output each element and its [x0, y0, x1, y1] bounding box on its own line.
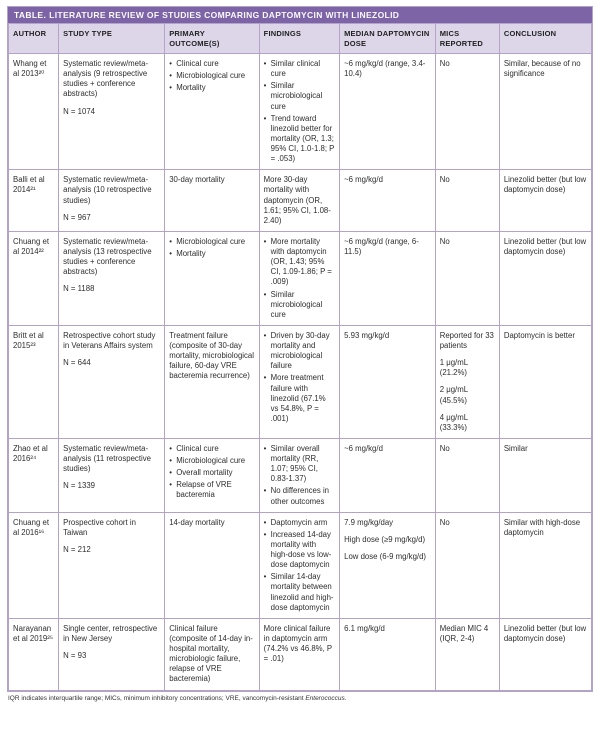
bullet-text: Clinical cure — [176, 59, 219, 69]
cell-paragraph: ~6 mg/kg/d (range, 6-11.5) — [344, 236, 419, 257]
column-header-conclusion: CONCLUSION — [499, 24, 591, 54]
cell-paragraph: High dose (≥9 mg/kg/d) — [344, 534, 426, 544]
cell-paragraph: 14-day mortality — [169, 517, 225, 527]
bullet-text: Microbiological cure — [176, 236, 246, 246]
cell-study_type — [59, 438, 165, 512]
cell-primary_outcomes — [165, 170, 259, 232]
cell-paragraph: Similar, because of no significance — [503, 59, 581, 79]
column-header-median_dose: MEDIAN DAPTOMYCIN DOSE — [340, 24, 436, 54]
cell-author — [9, 618, 59, 690]
table-body — [9, 54, 592, 691]
cell-author — [9, 512, 59, 618]
table-row — [9, 618, 592, 690]
footnote-italic-term: Enterococcus — [305, 694, 345, 702]
cell-paragraph: More 30-day mortality with daptomycin (OR, 1.61; 95% CI, 1.08-2.40) — [263, 175, 331, 225]
bullet-icon: • — [169, 249, 172, 259]
table-row — [9, 170, 592, 232]
table-title-bar — [8, 7, 592, 23]
table-row — [9, 512, 592, 618]
cell-paragraph: No — [439, 517, 450, 527]
cell-conclusion — [499, 54, 591, 170]
cell-paragraph: N = 967 — [63, 212, 91, 222]
cell-paragraph: 7.9 mg/kg/day — [344, 517, 394, 527]
bullet-icon: • — [169, 59, 172, 69]
cell-paragraph: Narayanan et al 2019²⁵ — [13, 623, 54, 643]
bullet-icon: • — [263, 529, 267, 539]
cell-mics_reported — [435, 54, 499, 170]
cell-study_type — [59, 54, 165, 170]
cell-paragraph: N = 644 — [63, 358, 91, 368]
cell-primary_outcomes — [165, 54, 259, 170]
data-table — [8, 23, 592, 690]
cell-paragraph: Similar with high-dose daptomycin — [503, 517, 581, 537]
cell-primary_outcomes — [165, 325, 259, 438]
cell-mics_reported — [435, 231, 499, 325]
cell-findings — [259, 231, 339, 325]
cell-paragraph: Daptomycin is better — [503, 330, 575, 340]
cell-author — [9, 438, 59, 512]
bullet-text: Mortality — [176, 249, 206, 259]
bullet-text: Mortality — [176, 83, 206, 93]
cell-study_type — [59, 618, 165, 690]
cell-median_dose — [340, 618, 436, 690]
cell-paragraph: No — [439, 443, 450, 453]
cell-paragraph: Systematic review/meta-analysis (13 retrospective studies + conference abstracts) — [63, 236, 152, 277]
table-title-label: TABLE. — [14, 10, 47, 20]
cell-paragraph: Median MIC 4 (IQR, 2-4) — [439, 623, 489, 643]
bullet-icon: • — [169, 456, 172, 466]
cell-primary_outcomes — [165, 512, 259, 618]
cell-study_type — [59, 231, 165, 325]
footnote-text: IQR indicates interquartile range; MICs, minimum inhibitory concentrations; VRE, vancomycin-resistant — [8, 694, 306, 702]
bullet-icon: • — [169, 468, 172, 478]
bullet-icon: • — [263, 59, 267, 69]
cell-paragraph: Reported for 33 patients — [439, 330, 494, 351]
bullet-icon: • — [263, 289, 267, 299]
cell-paragraph: Chuang et al 2016¹⁶ — [13, 517, 49, 537]
cell-paragraph: ~6 mg/kg/d — [344, 175, 383, 185]
table-title-text: LITERATURE REVIEW OF STUDIES COMPARING DAPTOMYCIN WITH LINEZOLID — [49, 10, 400, 20]
cell-paragraph: 1 μg/mL (21.2%) — [439, 358, 468, 378]
cell-findings — [259, 170, 339, 232]
cell-paragraph: Britt et al 2015²³ — [13, 330, 44, 351]
cell-median_dose — [340, 438, 436, 512]
cell-paragraph: N = 1188 — [63, 284, 95, 294]
bullet-icon: • — [263, 330, 267, 340]
cell-findings — [259, 325, 339, 438]
table-row — [9, 54, 592, 170]
column-header-author: AUTHOR — [9, 24, 59, 54]
cell-paragraph: Retrospective cohort study in Veterans Affairs system — [63, 330, 156, 351]
cell-conclusion — [499, 438, 591, 512]
bullet-text: Driven by 30-day mortality and microbiological failure — [270, 330, 330, 371]
bullet-icon: • — [263, 236, 267, 246]
cell-primary_outcomes — [165, 438, 259, 512]
bullet-text: Similar microbiological cure — [270, 289, 323, 319]
cell-author — [9, 54, 59, 170]
table-row — [9, 231, 592, 325]
cell-paragraph: 30-day mortality — [169, 175, 225, 185]
cell-median_dose — [340, 54, 436, 170]
cell-paragraph: 4 μg/mL (33.3%) — [439, 412, 468, 432]
column-header-primary_outcomes: PRIMARY OUTCOME(S) — [165, 24, 259, 54]
bullet-icon: • — [169, 83, 172, 93]
bullet-icon: • — [263, 572, 267, 582]
bullet-icon: • — [263, 486, 267, 496]
bullet-text: Similar microbiological cure — [270, 81, 323, 111]
cell-author — [9, 325, 59, 438]
cell-paragraph: Chuang et al 2014²² — [13, 236, 49, 257]
cell-paragraph: Whang et al 2013²⁰ — [13, 59, 47, 79]
bullet-icon: • — [263, 81, 267, 91]
bullet-text: Relapse of VRE bacteremia — [176, 480, 232, 500]
column-header-findings: FINDINGS — [259, 24, 339, 54]
cell-paragraph: ~6 mg/kg/d — [344, 443, 383, 453]
cell-paragraph: No — [439, 236, 450, 246]
cell-study_type — [59, 325, 165, 438]
bullet-icon: • — [169, 71, 172, 81]
cell-conclusion — [499, 231, 591, 325]
cell-median_dose — [340, 325, 436, 438]
cell-study_type — [59, 170, 165, 232]
cell-paragraph: 2 μg/mL (45.5%) — [439, 385, 468, 405]
cell-primary_outcomes — [165, 231, 259, 325]
cell-author — [9, 170, 59, 232]
cell-median_dose — [340, 231, 436, 325]
bullet-text: Similar overall mortality (RR, 1.07; 95% CI, 0.83-1.37) — [270, 443, 320, 484]
bullet-icon: • — [263, 373, 267, 383]
bullet-text: Microbiological cure — [176, 456, 246, 466]
column-header-study_type: STUDY TYPE — [59, 24, 165, 54]
cell-paragraph: N = 1074 — [63, 106, 95, 116]
cell-median_dose — [340, 170, 436, 232]
literature-review-table — [7, 6, 593, 692]
bullet-icon: • — [169, 480, 172, 490]
bullet-text: Trend toward linezolid better for mortality (OR, 1.3; 95% CI, 1.0-1.8; P = .053) — [270, 113, 335, 164]
cell-paragraph: Similar — [503, 443, 528, 453]
cell-paragraph: 5.93 mg/kg/d — [344, 330, 390, 340]
cell-paragraph: Linezolid better (but low daptomycin dose) — [503, 236, 587, 257]
bullet-text: Daptomycin arm — [270, 517, 328, 527]
bullet-text: Increased 14-day mortality with high-dose vs low-dose daptomycin — [270, 529, 332, 570]
bullet-icon: • — [263, 517, 267, 527]
cell-paragraph: N = 212 — [63, 544, 91, 554]
bullet-text: Overall mortality — [176, 468, 233, 478]
cell-paragraph: Clinical failure (composite of 14-day in-hospital mortality, microbiologic failure, relapse of VRE bacteremia) — [169, 623, 253, 684]
bullet-icon: • — [263, 443, 267, 453]
cell-median_dose — [340, 512, 436, 618]
bullet-text: Microbiological cure — [176, 71, 246, 81]
cell-author — [9, 231, 59, 325]
bullet-text: More treatment failure with linezolid (67.1% vs 54.8%, P = .001) — [270, 373, 326, 423]
cell-conclusion — [499, 618, 591, 690]
table-header — [9, 24, 592, 54]
bullet-text: Similar clinical cure — [270, 59, 321, 79]
footnote-suffix: . — [344, 694, 347, 702]
cell-paragraph: Single center, retrospective in New Jersey — [63, 623, 158, 643]
cell-study_type — [59, 512, 165, 618]
bullet-icon: • — [169, 443, 172, 453]
cell-paragraph: No — [439, 175, 450, 185]
table-footnote — [7, 692, 593, 703]
table-row — [9, 438, 592, 512]
bullet-text: More mortality with daptomycin (OR, 1.43; 95% CI, 1.09-1.86; P = .009) — [270, 236, 332, 287]
cell-paragraph: Systematic review/meta-analysis (11 retrospective studies) — [63, 443, 151, 474]
bullet-text: No differences in other outcomes — [270, 486, 330, 506]
cell-primary_outcomes — [165, 618, 259, 690]
cell-conclusion — [499, 170, 591, 232]
cell-paragraph: No — [439, 59, 450, 69]
cell-paragraph: Prospective cohort in Taiwan — [63, 517, 136, 537]
cell-paragraph: N = 93 — [63, 651, 87, 661]
cell-paragraph: Systematic review/meta-analysis (10 retrospective studies) — [63, 175, 152, 205]
table-row — [9, 325, 592, 438]
cell-conclusion — [499, 512, 591, 618]
cell-paragraph: Linezolid better (but low daptomycin dose) — [503, 175, 587, 195]
cell-paragraph: Balli et al 2014²¹ — [13, 175, 45, 195]
cell-mics_reported — [435, 325, 499, 438]
cell-paragraph: Low dose (6-9 mg/kg/d) — [344, 551, 427, 561]
cell-conclusion — [499, 325, 591, 438]
cell-paragraph: Zhao et al 2016²⁴ — [13, 443, 48, 464]
cell-mics_reported — [435, 438, 499, 512]
bullet-icon: • — [263, 113, 267, 123]
cell-mics_reported — [435, 618, 499, 690]
cell-paragraph: Systematic review/meta-analysis (9 retrospective studies + conference abstracts) — [63, 59, 149, 99]
cell-mics_reported — [435, 170, 499, 232]
cell-paragraph: 6.1 mg/kg/d — [344, 623, 385, 633]
bullet-icon: • — [169, 236, 172, 246]
cell-mics_reported — [435, 512, 499, 618]
bullet-text: Similar 14-day mortality between linezolid and high-dose daptomycin — [270, 572, 334, 612]
cell-paragraph: Linezolid better (but low daptomycin dose) — [503, 623, 587, 643]
column-header-mics_reported: MICS REPORTED — [435, 24, 499, 54]
cell-paragraph: More clinical failure in daptomycin arm (74.2% vs 46.8%, P = .01) — [263, 623, 332, 664]
cell-findings — [259, 512, 339, 618]
cell-findings — [259, 438, 339, 512]
cell-paragraph: N = 1339 — [63, 481, 95, 491]
cell-findings — [259, 618, 339, 690]
bullet-text: Clinical cure — [176, 443, 219, 453]
cell-paragraph: ~6 mg/kg/d (range, 3.4-10.4) — [344, 59, 426, 79]
header-row — [9, 24, 592, 54]
cell-paragraph: Treatment failure (composite of 30-day mortality, microbiological failure, 60-day VRE bacteremia recurrence) — [169, 330, 254, 381]
cell-findings — [259, 54, 339, 170]
